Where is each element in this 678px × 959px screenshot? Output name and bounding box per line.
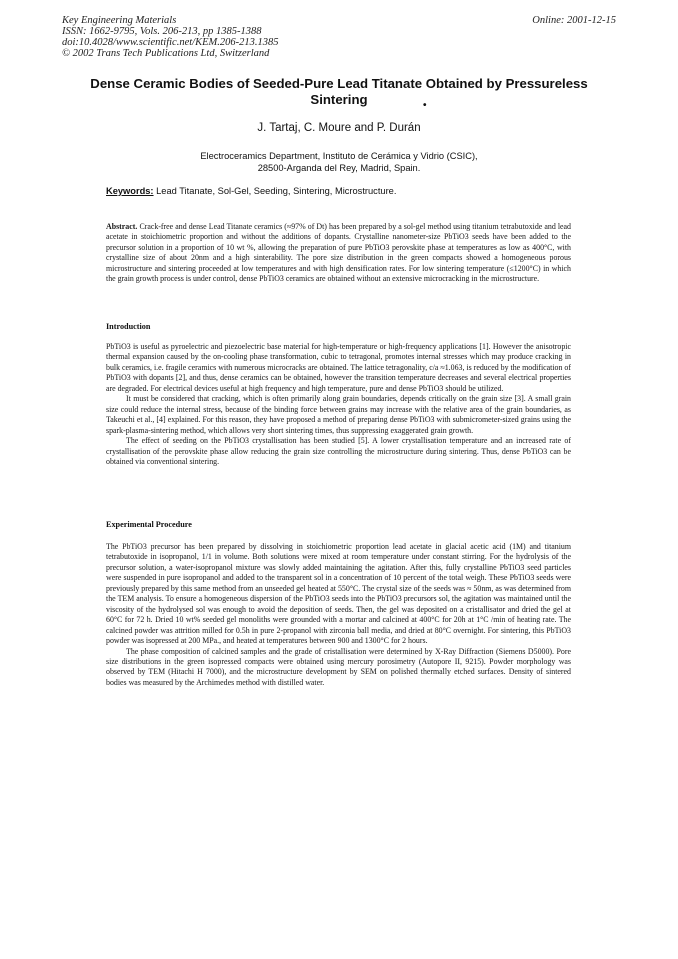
abstract-text: Crack-free and dense Lead Titanate ceramics (≈97% of Dt) has been prepared by a sol-gel method using titanium tetrabutoxide and lead acetate in stoichiometric proportion and without the additions of dopants. Crystalline nanometer-size PbTiO3 seeds have been added to the precursor solution in a proportion of 10 wt %, allowing the preparation of pure PbTiO3 perovskite phase at temperatures as low as 400°C, with crystalline size of about 20nm and a high sinterability. The pore size distribution in the green compacts showed a homogeneous porous microstructure and sintering proceeded at low temperatures and with high densification rates. For low sintering temperature (≤1200°C) in which the grain growth process is under control, dense PbTiO3 ceramics are obtained without an extensive microcracking in the microstructure. (106, 222, 571, 284)
affiliation (0, 150, 678, 174)
journal-name: Key Engineering Materials (62, 15, 177, 26)
introduction-body (106, 342, 571, 467)
introduction-heading: Introduction (106, 322, 151, 331)
keywords-label: Keywords: (106, 186, 154, 196)
abstract (106, 222, 571, 285)
authors: J. Tartaj, C. Moure and P. Durán (257, 122, 421, 134)
online-date: Online: 2001-12-15 (532, 15, 616, 26)
experimental-body (106, 542, 571, 688)
intro-paragraph-3: The effect of seeding on the PbTiO3 crystallisation has been studied [5]. A lower crystallisation temperature and an increased rate of crystallisation of the perovskite phase allow reducing the grain size controlling the microstructure during sintering. Thus, dense PbTiO3 can be obtained via conventional sintering. (106, 436, 571, 466)
copyright-line: © 2002 Trans Tech Publications Ltd, Switzerland (62, 48, 270, 59)
affiliation-line-2: 28500-Arganda del Rey, Madrid, Spain. (257, 163, 421, 173)
keywords (106, 186, 586, 196)
keywords-text: Lead Titanate, Sol-Gel, Seeding, Sintering, Microstructure. (156, 186, 397, 196)
affiliation-line-1: Electroceramics Department, Instituto de Cerámica y Vidrio (CSIC), (200, 151, 478, 161)
intro-paragraph-1: PbTiO3 is useful as pyroelectric and piezoelectric base material for high-temperature or high-frequency applications [1]. However the anisotropic thermal expansion caused by the on-cooling phase transformation, cubic to tetragonal, promotes internal stresses which may produce cracking in bulk ceramics, i.e. fragile ceramics with numerous microcracks are obtained. The lattice tetragonality, c/a ≈1.063, is reduced by the modification of PbTiO3 with dopants [2], and thus, dense ceramics can be obtained, however the transition temperature decreases and several electrical properties are degraded. For electrical devices useful at high frequency and high temperature, pure and dense PbTiO3 should be utilized. (106, 342, 571, 393)
exp-paragraph-1: The PbTiO3 precursor has been prepared by dissolving in stoichiometric proportion lead acetate in glacial acetic acid (1M) and titanium tetrabutoxide in isopropanol, 1/1 in volume. Both solutions were mixed at room temperature under constant stirring. For the hydrolysis of the precursor solution, a water-isopropanol mixture was slowly added maintaining the agitation. After this, fully crystalline PbTiO3 seed particles were suspended in pure isopropanol and added to the transparent sol in a concentration of 10 percent of the total weigh. These PbTiO3 seeds were previously prepared by this same method from an unseeded gel heated at 550°C. The crystal size of the seeds was ≈ 50nm, as was determined from the TEM analysis. To ensure a homogeneous dispersion of the PbTiO3 seeds into the PbTiO3 precursors sol, the agitation was maintained until the viscosity of the hydrolysed sol was enough to avoid the deposition of seeds. Then, the gel was deposited on a cristallisator and dried the gel at 60°C for 72 h. Dried 10 wt% seeded gel monoliths were grounded with a mortar and calcined at 400°C for 20h at 1°C /min of heating rate. The calcined powder was attrition milled for 0.5h in pure 2-propanol with zirconia ball media, and dried at 80°C overnight. For sintering, this PbTiO3 powder was isopressed at 200 MPa., and heated at temperatures between 900 and 1300°C for 2 hours. (106, 542, 571, 646)
paper-title: Dense Ceramic Bodies of Seeded-Pure Lead Titanate Obtained by Pressureless Sintering (90, 76, 588, 107)
abstract-label: Abstract. (106, 222, 138, 231)
experimental-heading: Experimental Procedure (106, 520, 192, 529)
issn-line: ISSN: 1662-9795, Vols. 206-213, pp 1385-1388 (62, 26, 262, 37)
intro-paragraph-2: It must be considered that cracking, which is often primarily along grain boundaries, depends critically on the grain size [3]. A small grain size could reduce the internal stress, because of the binding force between grains may increase with the relative area of the grain boundaries, as Takeuchi et al., [4] explained. For this reason, they have proposed a method of preparing dense PbTiO3 with submicrometer-sized grains using the spark-plasma-sintering method, which allows very short sintering times, thus suppressing exaggerated grain growth. (106, 394, 571, 435)
stray-mark: • (423, 100, 427, 111)
exp-paragraph-2: The phase composition of calcined samples and the grade of cristallisation were determined by X-Ray Diffraction (Siemens D5000). Pore size distributions in the green isopressed compacts were obtained using mercury porosimetry (Autopore II, 9215). Powder morphology was observed by TEM (Hitachi H 7000), and the microstructure development by SEM on polished thermally etched surfaces. Density of sintered bodies was measured by the Archimedes method with distilled water. (106, 646, 571, 687)
doi-line[interactable]: doi:10.4028/www.scientific.net/KEM.206-213.1385 (62, 37, 279, 48)
